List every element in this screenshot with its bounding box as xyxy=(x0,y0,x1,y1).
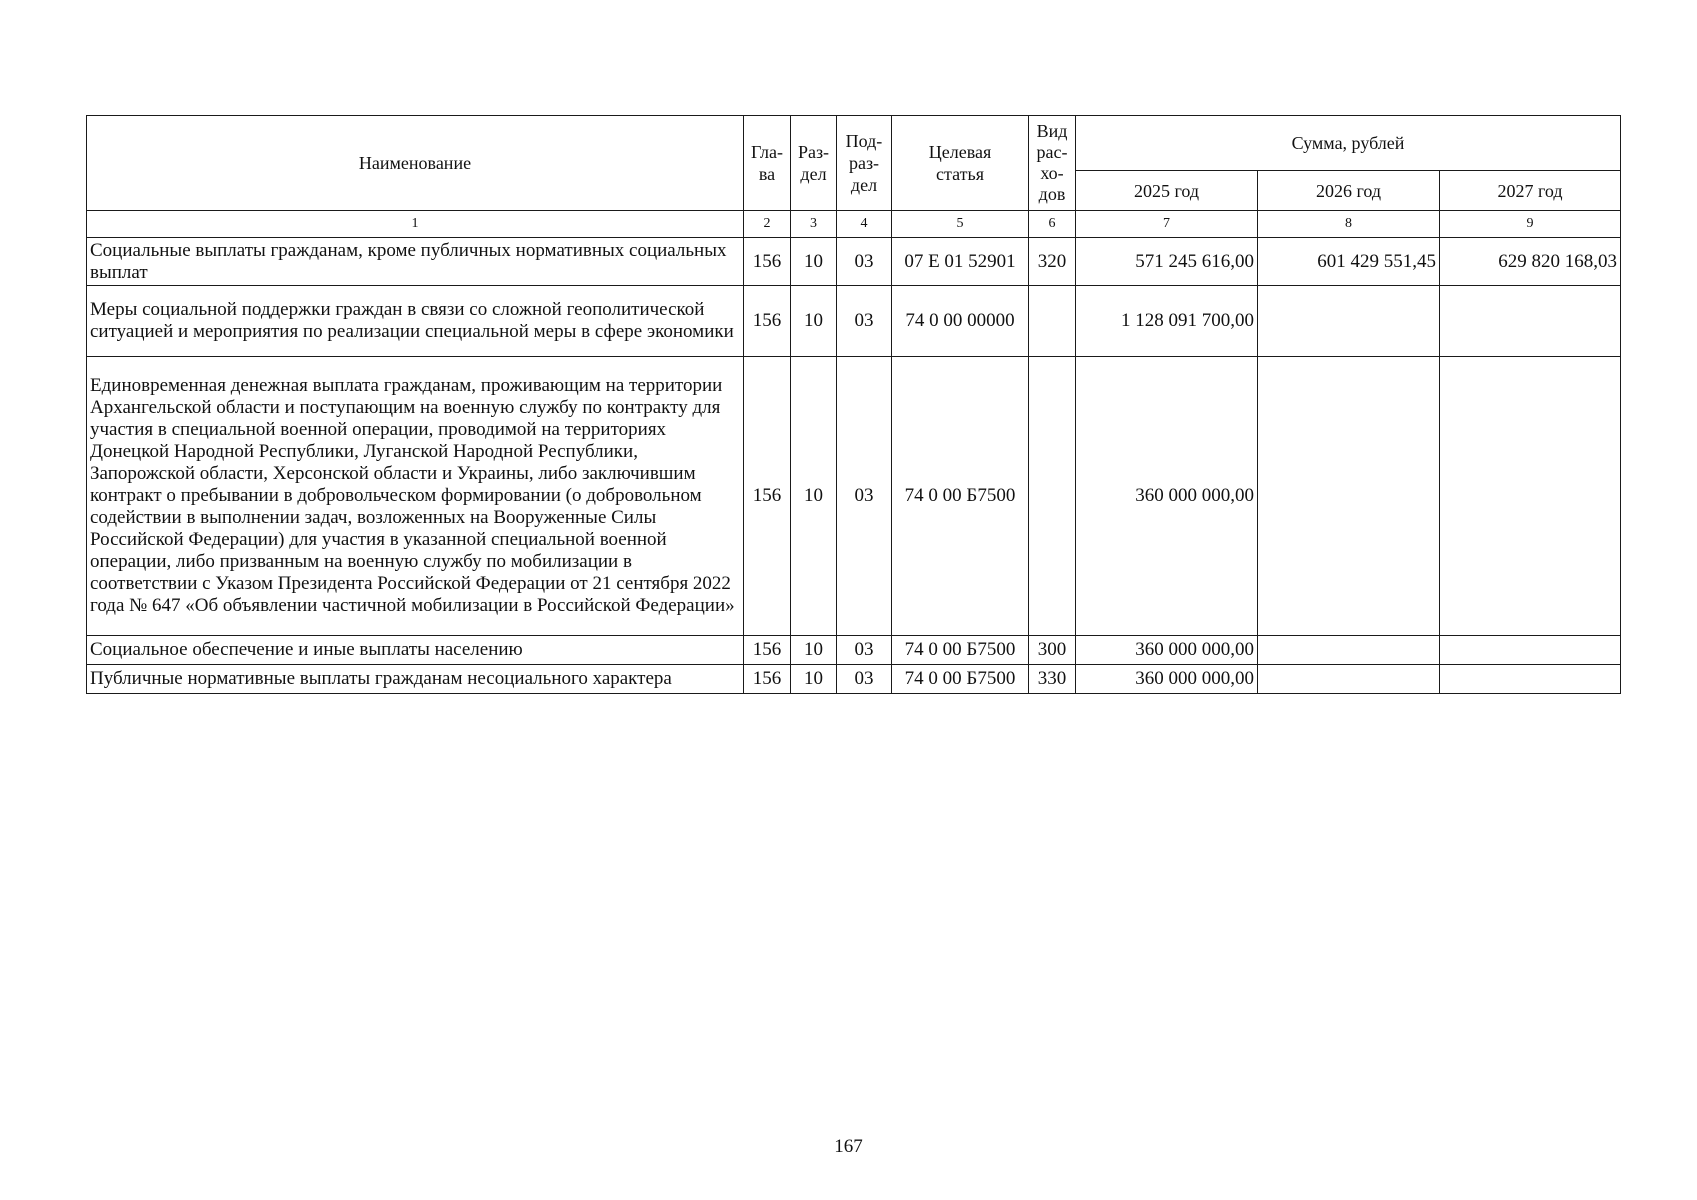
row-sum-2025: 1 128 091 700,00 xyxy=(1076,286,1258,357)
table-row xyxy=(87,286,1621,357)
budget-table xyxy=(86,115,1621,694)
row-celevaya-statya: 74 0 00 Б7500 xyxy=(892,665,1029,694)
table-body xyxy=(87,211,1621,694)
row-celevaya-statya: 74 0 00 00000 xyxy=(892,286,1029,357)
row-celevaya-statya: 74 0 00 Б7500 xyxy=(892,636,1029,665)
header-razdel: Раз- дел xyxy=(791,116,837,211)
header-name: Наименование xyxy=(87,116,744,211)
table-row xyxy=(87,636,1621,665)
row-podrazdel: 03 xyxy=(837,238,892,286)
row-sum-2025: 571 245 616,00 xyxy=(1076,238,1258,286)
column-number: 5 xyxy=(892,211,1029,238)
column-number: 7 xyxy=(1076,211,1258,238)
row-vid-rashodov: 330 xyxy=(1029,665,1076,694)
header-glava: Гла- ва xyxy=(744,116,791,211)
row-podrazdel: 03 xyxy=(837,286,892,357)
row-celevaya-statya: 74 0 00 Б7500 xyxy=(892,357,1029,636)
table-row xyxy=(87,665,1621,694)
row-sum-2025: 360 000 000,00 xyxy=(1076,357,1258,636)
header-celevaya-statya: Целевая статья xyxy=(892,116,1029,211)
row-name: Социальное обеспечение и иные выплаты населению xyxy=(87,636,744,665)
row-name: Меры социальной поддержки граждан в связи со сложной геополитической ситуацией и мероприятия по реализации специальной меры в сфере экономики xyxy=(87,286,744,357)
row-sum-2027 xyxy=(1440,636,1621,665)
column-number: 8 xyxy=(1258,211,1440,238)
row-name: Публичные нормативные выплаты гражданам несоциального характера xyxy=(87,665,744,694)
row-razdel: 10 xyxy=(791,665,837,694)
row-sum-2027: 629 820 168,03 xyxy=(1440,238,1621,286)
row-sum-2027 xyxy=(1440,665,1621,694)
header-podrazdel: Под- раз- дел xyxy=(837,116,892,211)
row-sum-2025: 360 000 000,00 xyxy=(1076,636,1258,665)
row-sum-2026 xyxy=(1258,286,1440,357)
row-sum-2026: 601 429 551,45 xyxy=(1258,238,1440,286)
header-vid-rashodov: Вид рас- хо- дов xyxy=(1029,116,1076,211)
row-glava: 156 xyxy=(744,665,791,694)
row-sum-2027 xyxy=(1440,286,1621,357)
row-vid-rashodov xyxy=(1029,286,1076,357)
header-year-2026: 2026 год xyxy=(1258,171,1440,211)
row-razdel: 10 xyxy=(791,286,837,357)
row-glava: 156 xyxy=(744,636,791,665)
header-year-2027: 2027 год xyxy=(1440,171,1621,211)
column-number: 6 xyxy=(1029,211,1076,238)
row-razdel: 10 xyxy=(791,636,837,665)
row-vid-rashodov xyxy=(1029,357,1076,636)
row-name: Социальные выплаты гражданам, кроме публичных нормативных социальных выплат xyxy=(87,238,744,286)
table-row xyxy=(87,238,1621,286)
row-podrazdel: 03 xyxy=(837,357,892,636)
column-number: 9 xyxy=(1440,211,1621,238)
row-glava: 156 xyxy=(744,286,791,357)
row-celevaya-statya: 07 Е 01 52901 xyxy=(892,238,1029,286)
row-name: Единовременная денежная выплата гражданам, проживающим на территории Архангельской области и поступающим на военную службу по контракту для участия в специальной военной операции, проводимой на территориях Донецкой Народной Республики, Луганской Народной Республики, Запорожской области, Херсонской области и Украины, либо заключившим контракт о пребывании в добровольческом формировании (о добровольном содействии в выполнении задач, возложенных на Вооруженные Силы Российской Федерации) для участия в указанной специальной военной операции, либо призванным на военную службу по мобилизации в соответствии с Указом Президента Российской Федерации от 21 сентября 2022 года № 647 «Об объявлении частичной мобилизации в Российской Федерации» xyxy=(87,357,744,636)
row-vid-rashodov: 300 xyxy=(1029,636,1076,665)
row-razdel: 10 xyxy=(791,238,837,286)
page-number: 167 xyxy=(834,1136,863,1157)
column-number: 4 xyxy=(837,211,892,238)
row-podrazdel: 03 xyxy=(837,636,892,665)
row-sum-2026 xyxy=(1258,357,1440,636)
column-number: 1 xyxy=(87,211,744,238)
header-summa: Сумма, рублей xyxy=(1076,116,1621,171)
row-glava: 156 xyxy=(744,357,791,636)
column-number: 3 xyxy=(791,211,837,238)
row-glava: 156 xyxy=(744,238,791,286)
table-header xyxy=(87,116,1621,211)
row-podrazdel: 03 xyxy=(837,665,892,694)
column-numbers-row xyxy=(87,211,1621,238)
column-number: 2 xyxy=(744,211,791,238)
row-sum-2027 xyxy=(1440,357,1621,636)
header-year-2025: 2025 год xyxy=(1076,171,1258,211)
row-sum-2026 xyxy=(1258,665,1440,694)
row-razdel: 10 xyxy=(791,357,837,636)
row-vid-rashodov: 320 xyxy=(1029,238,1076,286)
row-sum-2025: 360 000 000,00 xyxy=(1076,665,1258,694)
row-sum-2026 xyxy=(1258,636,1440,665)
table-row xyxy=(87,357,1621,636)
